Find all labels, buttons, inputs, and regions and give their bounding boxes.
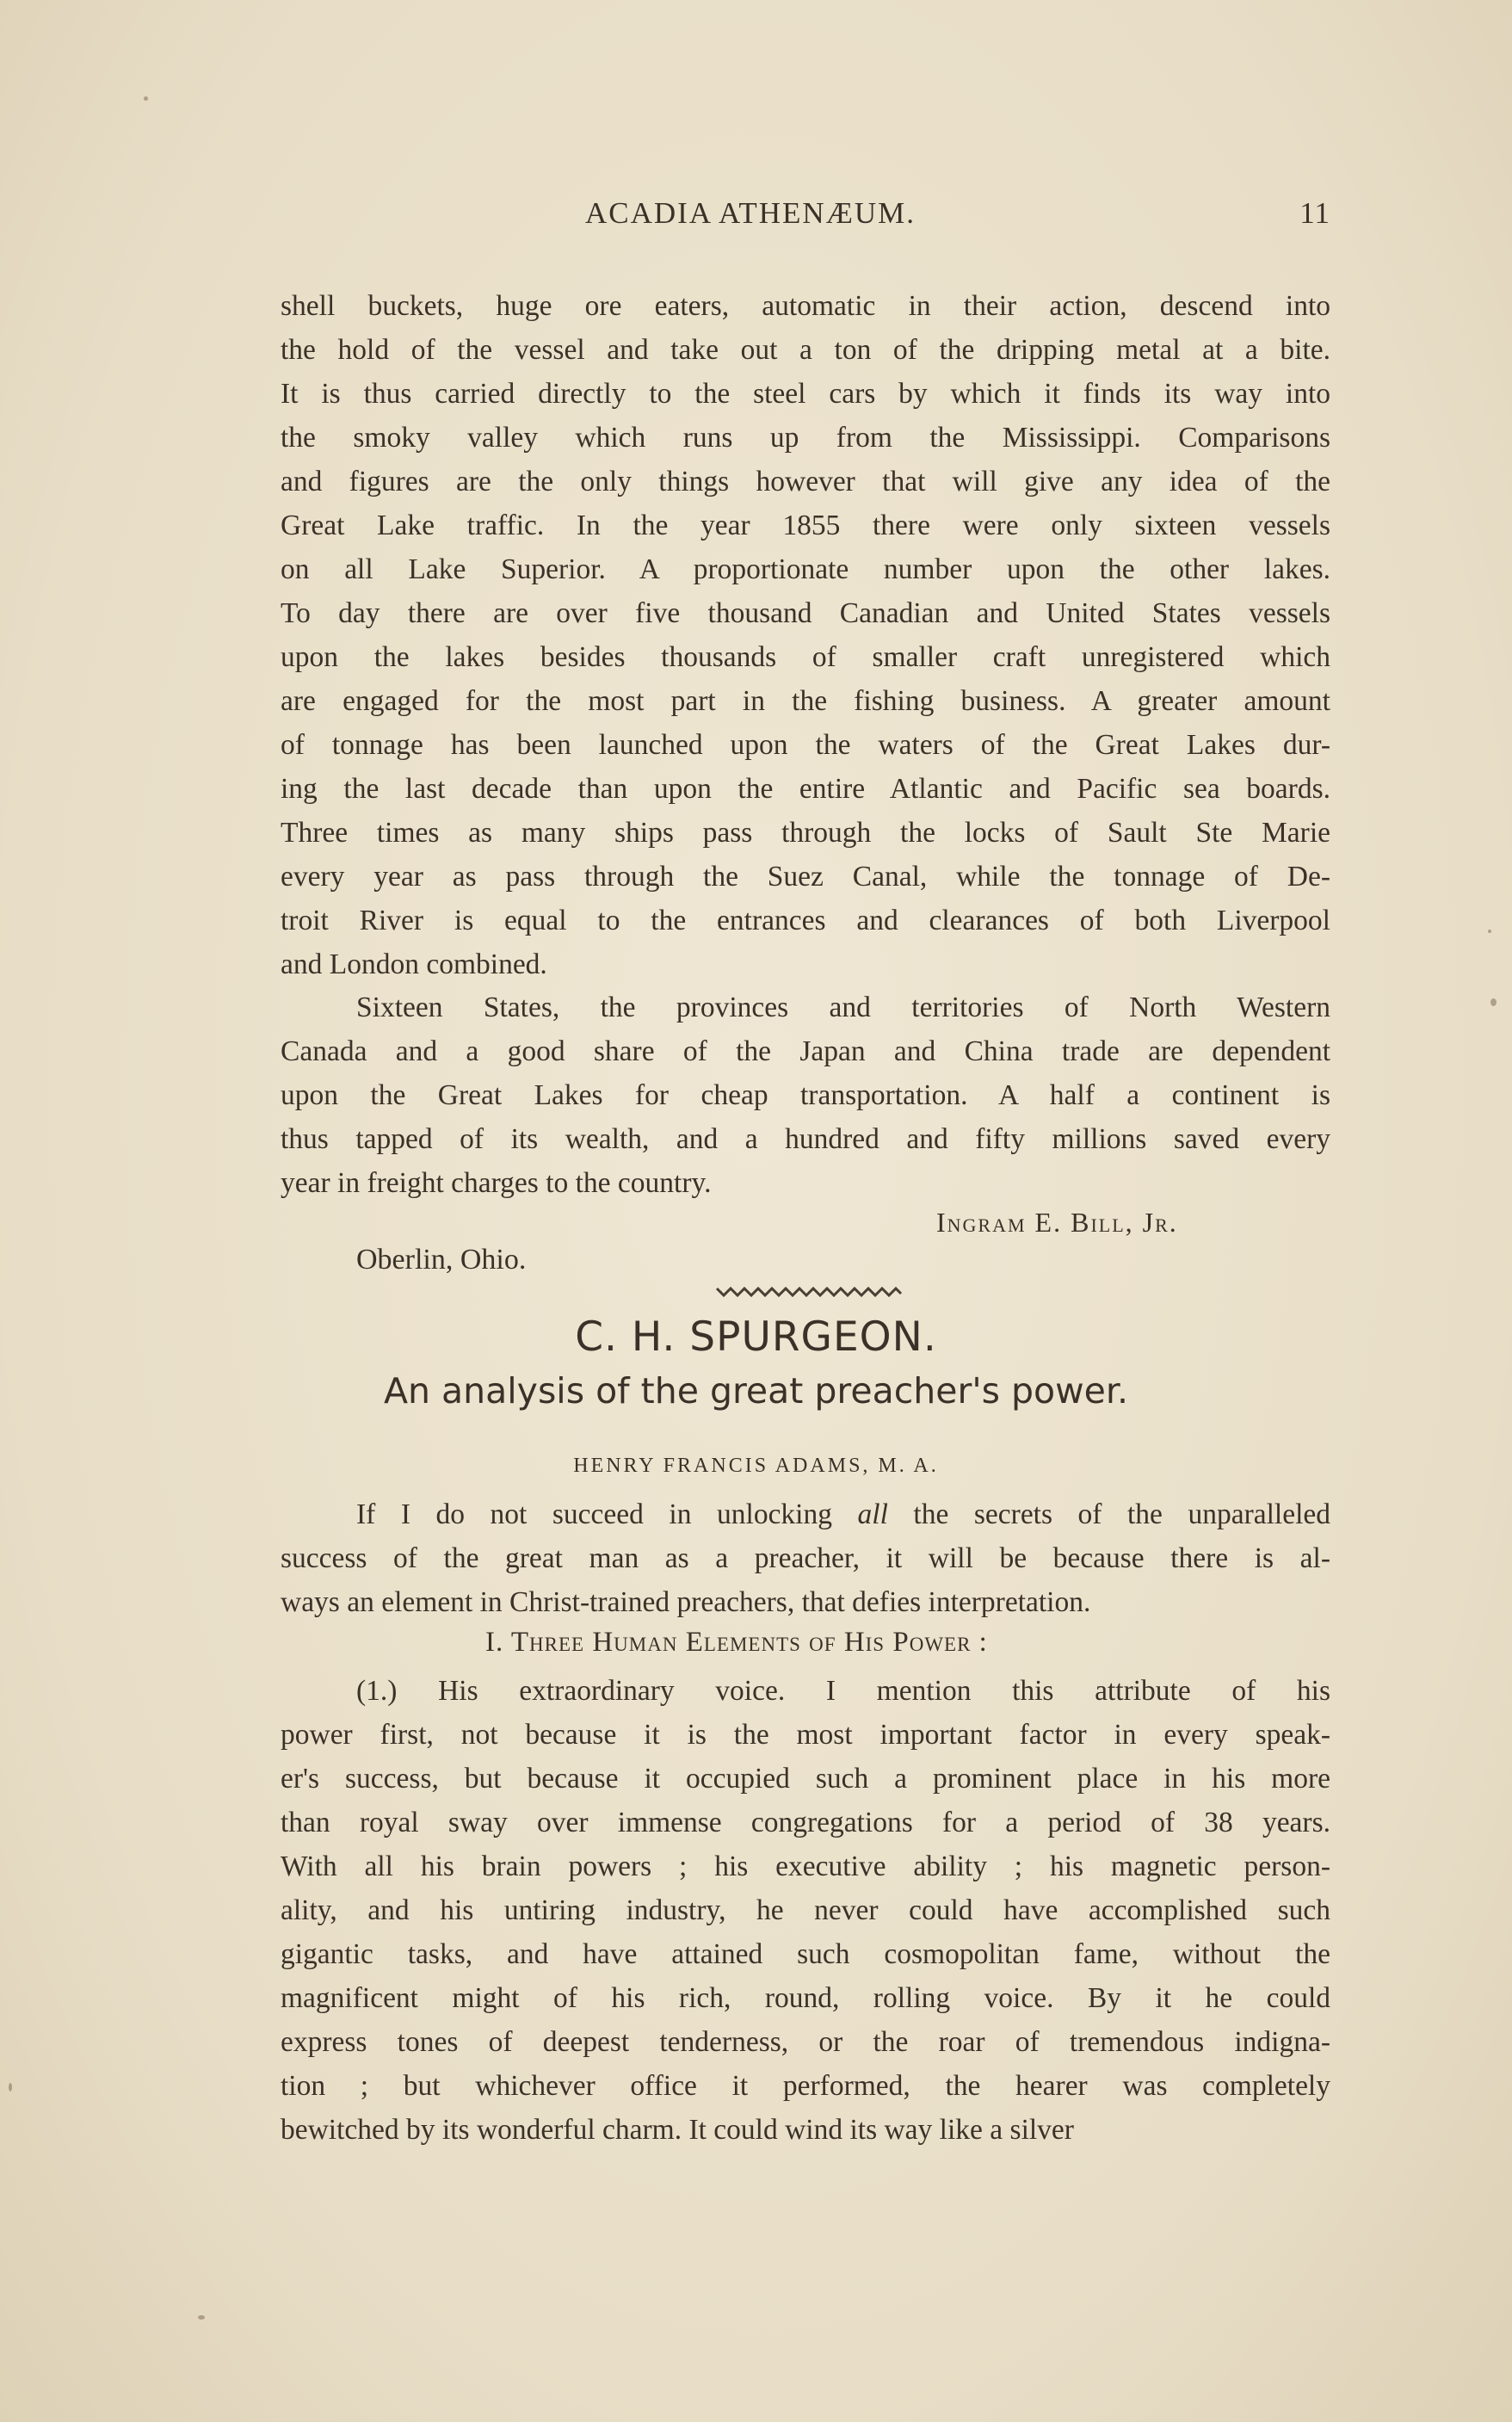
text-line: shell buckets, huge ore eaters, automatic in their action, descend into [281,290,1330,322]
text-span: If I do not succeed in unlocking [356,1498,858,1530]
text-line: upon the Great Lakes for cheap transportation. A half a continent is [281,1079,1330,1111]
text-line: express tones of deepest tenderness, or the roar of tremendous indigna- [281,2026,1330,2058]
text-line: the smoky valley which runs up from the Mississippi. Comparisons [281,422,1330,454]
journal-title: ACADIA ATHENÆUM. [585,196,916,230]
text-line: To day there are over five thousand Canadian and United States vessels [281,597,1330,629]
text-line: Canada and a good share of the Japan and China trade are dependent [281,1035,1330,1067]
paper-speck [1490,998,1497,1006]
paper-speck [1488,930,1491,933]
text-line: magnificent might of his rich, round, rolling voice. By it he could [281,1982,1330,2014]
running-header [281,196,1330,239]
text-line: and London combined. [281,948,547,980]
page-number: 11 [1299,196,1330,230]
paper-speck [144,96,148,101]
text-line: Three times as many ships pass through the locks of Sault Ste Marie [281,817,1330,849]
text-line: are engaged for the most part in the fishing business. A greater amount [281,685,1330,717]
emphasis-all: all [857,1498,888,1530]
text-line [281,1492,1330,1536]
text-line: ality, and his untiring industry, he never could have accomplished such [281,1894,1330,1926]
text-span: the secrets of the unparalleled [887,1498,1330,1530]
text-line: (1.) His extraordinary voice. I mention this attribute of his [356,1675,1330,1707]
article-byline: HENRY FRANCIS ADAMS, M. A. [573,1455,939,1477]
text-line: er's success, but because it occupied such a prominent place in his more [281,1763,1330,1795]
text-line: than royal sway over immense congregations for a period of 38 years. [281,1807,1330,1838]
text-line: Great Lake traffic. In the year 1855 there were only sixteen vessels [281,510,1330,541]
text-line: bewitched by its wonderful charm. It could wind its way like a silver [281,2114,1074,2146]
section-divider-ornament [715,1285,903,1297]
text-line: Sixteen States, the provinces and territories of North Western [356,992,1330,1023]
text-line: thus tapped of its wealth, and a hundred and fifty millions saved every [281,1123,1330,1155]
article-title: C. H. SPURGEON. [575,1313,937,1361]
text-line: of tonnage has been launched upon the waters of the Great Lakes dur- [281,729,1330,761]
text-line: and figures are the only things however that will give any idea of the [281,466,1330,497]
article-subtitle: An analysis of the great preacher's power. [383,1370,1128,1412]
text-line: upon the lakes besides thousands of smaller craft unregistered which [281,641,1330,673]
text-line: gigantic tasks, and have attained such cosmopolitan fame, without the [281,1938,1330,1970]
text-line: power first, not because it is the most important factor in every speak- [281,1719,1330,1751]
text-line: With all his brain powers ; his executive ability ; his magnetic person- [281,1850,1330,1882]
text-line: It is thus carried directly to the steel cars by which it finds its way into [281,378,1330,410]
text-line: troit River is equal to the entrances and clearances of both Liverpool [281,905,1330,936]
paper-speck [9,2083,12,2091]
text-line: every year as pass through the Suez Canal, while the tonnage of De- [281,861,1330,893]
text-line: year in freight charges to the country. [281,1167,712,1199]
paper-speck [198,2315,205,2320]
section-heading: I. Three Human Elements of His Power : [485,1627,988,1658]
text-line: ways an element in Christ-trained preachers, that defies interpretation. [281,1586,1091,1618]
text-line: on all Lake Superior. A proportionate number upon the other lakes. [281,553,1330,585]
author-signature: Ingram E. Bill, Jr. [936,1207,1178,1238]
text-line: ing the last decade than upon the entire Atlantic and Pacific sea boards. [281,773,1330,805]
text-line: the hold of the vessel and take out a ton of the dripping metal at a bite. [281,334,1330,366]
article1-paragraph1 [281,284,1330,986]
article2-section1 [281,1669,1330,2152]
article1-paragraph2 [281,985,1330,1205]
text-line: success of the great man as a preacher, it will be because there is al- [281,1542,1330,1574]
author-location: Oberlin, Ohio. [356,1244,527,1276]
text-line: tion ; but whichever office it performed, the hearer was completely [281,2070,1330,2102]
article2-intro [281,1492,1330,1624]
